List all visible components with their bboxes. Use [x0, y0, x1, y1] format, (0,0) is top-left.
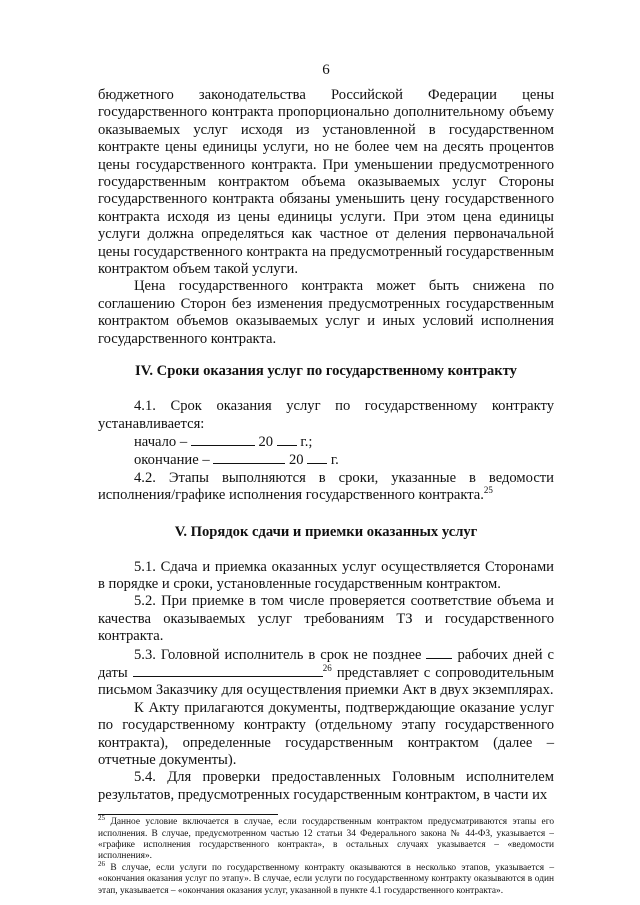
end-date-line — [98, 451, 554, 469]
end-date-blank — [213, 451, 285, 464]
footnote-ref-25: 25 — [483, 485, 493, 496]
days-blank — [426, 646, 452, 659]
footnote-26-text: В случае, если услуги по государственному контракту оказываются в несколько этапов, указывается – «окончания оказания услуг по этапу». В случае, если услуги по государственному контракту оказываются в один этап, указывается – «окончания оказания услуг, указанной в пункте 4.1 государственного контракта». — [98, 862, 555, 896]
clause-5-2: 5.2. При приемке в том числе проверяется соответствие объема и качества оказываемых услуг требованиям ТЗ и государственного контракта. — [98, 593, 554, 645]
start-label: начало – — [134, 433, 188, 450]
start-year-blank — [277, 433, 297, 446]
clause-4-2 — [98, 470, 554, 505]
end-label: окончание – — [134, 452, 210, 469]
end-year-prefix: 20 — [288, 452, 304, 469]
footnote-25-text: Данное условие включается в случае, если государственным контрактом предусматриваются этапы его исполнения. В случае, предусмотренном частью 12 статьи 34 Федерального закона № 44-ФЗ, указывается – «графике исполнения государственного контракта», в остальных случаях указывается – «ведомости исполнения». — [98, 817, 555, 862]
clause-5-3-part-b: рабочих дней с даты — [98, 646, 554, 681]
footnote-ref-26: 26 — [322, 663, 332, 674]
footnotes — [98, 814, 555, 897]
clause-4-1: 4.1. Срок оказания услуг по государственному контракту устанавливается: — [98, 398, 554, 432]
end-year-suffix: г. — [330, 452, 339, 469]
clause-5-3-part-c: представляет с сопроводительным письмом Заказчику для осуществления приемки Акт в двух экземплярах. — [98, 664, 554, 699]
clause-5-3 — [98, 646, 554, 700]
section-5-heading: V. Порядок сдачи и приемки оказанных услуг — [174, 523, 478, 540]
start-date-line — [98, 433, 554, 451]
paragraph-price-reduction: Цена государственного контракта может быть снижена по соглашению Сторон без изменения предусмотренных государственным контрактом объемов оказываемых услуг и иных условий исполнения государственного контракта. — [98, 278, 554, 347]
date-blank — [133, 664, 323, 677]
end-year-blank — [307, 451, 327, 464]
section-4-heading: IV. Сроки оказания услуг по государственному контракту — [135, 363, 517, 380]
start-date-blank — [191, 433, 255, 446]
footnote-26 — [98, 859, 555, 897]
clause-5-4: 5.4. Для проверки предоставленных Головным исполнителем результатов, предусмотренных государственным контрактом, в части их — [98, 769, 554, 803]
clause-5-3-part-a: 5.3. Головной исполнитель в срок не позднее — [134, 646, 422, 663]
start-year-prefix: 20 — [258, 433, 274, 450]
paragraph-act-documents: К Акту прилагаются документы, подтверждающие оказание услуг по государственному контракту (отдельному этапу государственного контракта), определенные государственным контрактом (далее – отчетные документы). — [98, 699, 554, 768]
clause-4-2-text: 4.2. Этапы выполняются в сроки, указанные в ведомости исполнения/графике исполнения государственного контракта. — [98, 469, 554, 504]
clause-5-1: 5.1. Сдача и приемка оказанных услуг осуществляется Сторонами в порядке и сроки, установленные государственным контрактом. — [98, 558, 554, 592]
footnote-26-number: 26 — [98, 859, 105, 868]
footnote-25 — [98, 814, 555, 863]
page-number: 6 — [322, 62, 330, 78]
footnote-25-number: 25 — [98, 814, 105, 823]
paragraph-price-increase: бюджетного законодательства Российской Федерации цены государственного контракта пропорционально дополнительному объему оказываемых услуг исходя из установленной в государственном контракте цены единицы услуги, но не более чем на десять процентов цены государственного контракта. При уменьшении предусмотренного государственным контрактом объема оказываемых услуг Стороны государственного контракта обязаны уменьшить цену государственного контракта исходя из цены единицы услуги. При этом цена единицы услуги должна определяться как частное от деления первоначальной цены государственного контракта на предусмотренный государственным контрактом объем такой услуги. — [98, 87, 554, 278]
start-year-suffix: г.; — [300, 433, 313, 450]
